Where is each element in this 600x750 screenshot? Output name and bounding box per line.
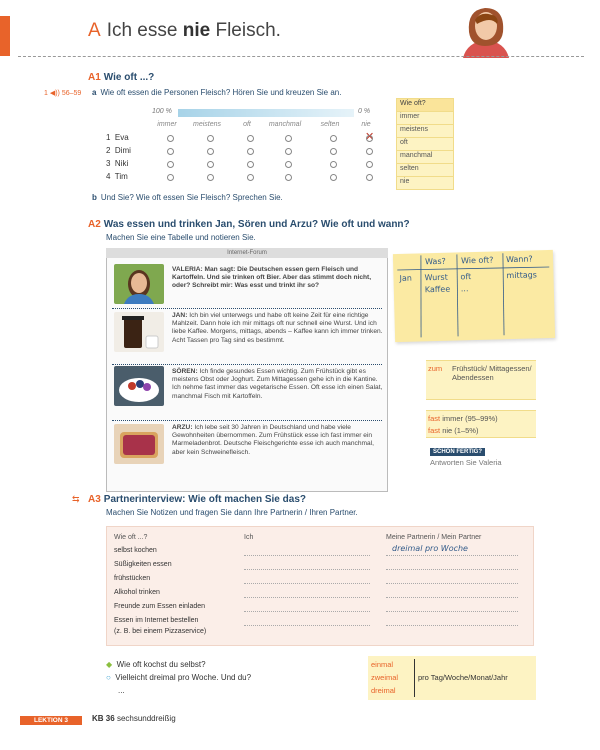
answer-circle[interactable] xyxy=(285,174,292,181)
pt-header-ich: Ich xyxy=(244,534,254,541)
fast-info-box xyxy=(426,410,536,438)
note-line: immer xyxy=(397,112,453,125)
a3-heading: A3 Partnerinterview: Wie oft machen Sie das? xyxy=(88,494,306,505)
dialog-line-3: ... xyxy=(118,686,125,695)
note-line: meistens xyxy=(397,125,453,138)
answer-circle[interactable] xyxy=(207,174,214,181)
answer-circle[interactable] xyxy=(167,135,174,142)
answer-circle[interactable] xyxy=(247,148,254,155)
col-meistens: meistens xyxy=(192,121,221,128)
freq-einmal: einmal xyxy=(371,660,394,669)
coffee-press-photo xyxy=(114,312,164,352)
answer-circle[interactable] xyxy=(247,174,254,181)
a1-note-box xyxy=(396,98,454,190)
answer-circle[interactable] xyxy=(366,148,373,155)
fast-line-1: fast immer (95–99%) xyxy=(428,414,498,423)
answer-circle[interactable] xyxy=(330,174,337,181)
pt-item-label: selbst kochen xyxy=(114,547,157,554)
pct-right: 0 % xyxy=(358,108,371,115)
hw-header-wie-oft: Wie oft? xyxy=(460,255,494,266)
answer-circle[interactable] xyxy=(167,161,174,168)
fruit-yogurt-photo xyxy=(114,366,164,406)
post-soeren: SÖREN: Ich finde gesundes Essen wichtig. Zum Frühstück gibt es meistens Obst oder Joghurt. Zum Mittagessen gehe ich in die Kantine. Ich nehme fast immer das vegetarische Essen. Oft esse ich einen Salat, manchmal Fisch mit Kartoffeln. xyxy=(172,368,383,400)
post-arzu: ARZU: Ich lebe seit 30 Jahren in Deutschland und habe viele Gewohnheiten übernommen. Zum Frühstück esse ich fast immer ein Marmeladenbrot. Deutsche Fleischgerichte esse ich auch manchmal, aber kein Schweinefleisch. xyxy=(172,424,374,456)
hw-cell-wurst: Wurst xyxy=(424,272,448,283)
freq-divider xyxy=(414,659,415,697)
pt-item-extra: (z. B. bei einem Pizzaservice) xyxy=(114,628,207,635)
col-selten: selten xyxy=(320,121,340,128)
zum-text: Frühstück/ Mittagessen/ Abendessen xyxy=(452,364,532,382)
section-letter: A xyxy=(88,20,101,41)
row-tim-label: 4 Tim xyxy=(106,172,128,181)
pt-answer-line[interactable] xyxy=(244,569,370,570)
frequency-gradient-bar xyxy=(178,109,354,117)
jam-bread-photo xyxy=(114,424,164,464)
pt-answer-line[interactable] xyxy=(386,611,518,612)
page-number: KB 36 sechsunddreißig xyxy=(92,714,176,723)
note-line: selten xyxy=(397,164,453,177)
title-pre: Ich esse xyxy=(106,20,183,41)
pt-answer-line[interactable] xyxy=(244,611,370,612)
note-line: Wie oft? xyxy=(397,99,453,112)
answer-circle[interactable] xyxy=(285,161,292,168)
zum-info-box xyxy=(426,360,536,400)
note-line: nie xyxy=(397,177,453,190)
pt-answer-line[interactable] xyxy=(386,597,518,598)
hw-row-jan: Jan xyxy=(399,273,412,283)
pt-item-label: Alkohol trinken xyxy=(114,589,160,596)
pt-header-partner: Meine Partnerin / Mein Partner xyxy=(386,534,482,541)
answer-circle[interactable] xyxy=(247,161,254,168)
answer-circle[interactable] xyxy=(330,161,337,168)
title-bold: nie xyxy=(182,20,211,41)
row-eva-label: 1 Eva xyxy=(106,133,129,142)
answer-circle[interactable] xyxy=(247,135,254,142)
hw-cell-dots: ... xyxy=(460,284,469,294)
a2-instruction: Machen Sie eine Tabelle und notieren Sie. xyxy=(106,233,256,242)
note-line: oft xyxy=(397,138,453,151)
header-accent-bar xyxy=(0,16,10,56)
answer-circle[interactable] xyxy=(366,174,373,181)
post-jan: JAN: Ich bin viel unterwegs und habe oft keine Zeit für eine richtige Mahlzeit. Dann hole ich mir mittags oft nur schnell eine Wurst. Und ich liebe Kaffee. Morgens, mittags, abends – Kaffee kann ich immer trinken. Acht Tassen pro Tag sind es bestimmt. xyxy=(172,312,383,344)
dialog-line-1: ◆ Wie oft kochst du selbst? xyxy=(106,660,206,669)
answer-circle[interactable] xyxy=(285,135,292,142)
partner-icon: ⇆ xyxy=(72,494,80,504)
answer-circle[interactable] xyxy=(330,135,337,142)
col-oft: oft xyxy=(243,121,251,128)
fast-line-2: fast nie (1–5%) xyxy=(428,426,479,435)
hw-header-wann: Wann? xyxy=(505,254,533,265)
answer-circle[interactable] xyxy=(330,148,337,155)
freq-zweimal: zweimal xyxy=(371,673,399,682)
pt-header-wie-oft: Wie oft ...? xyxy=(114,534,148,541)
dialog-line-2: ○ Vielleicht dreimal pro Woche. Und du? xyxy=(106,673,252,682)
a1-b-instruction: b Und Sie? Wie oft essen Sie Fleisch? Sprechen Sie. xyxy=(92,193,283,202)
freq-dreimal: dreimal xyxy=(371,686,396,695)
note-line: manchmal xyxy=(397,151,453,164)
pct-left: 100 % xyxy=(152,108,172,115)
lektion-tag: LEKTION 3 xyxy=(20,716,82,725)
circle-icon: ○ xyxy=(106,673,111,682)
schon-fertig-badge: SCHON FERTIG? xyxy=(430,448,485,456)
pt-answer-line[interactable] xyxy=(386,625,518,626)
answer-circle[interactable] xyxy=(365,131,375,143)
schon-fertig-task: Antworten Sie Valeria xyxy=(430,458,502,467)
forum-title: Internet-Forum xyxy=(106,248,388,258)
a1-a-instruction: a Wie oft essen die Personen Fleisch? Hören Sie und kreuzen Sie an. xyxy=(92,88,342,97)
pt-answer-line[interactable] xyxy=(386,583,518,584)
col-manchmal: manchmal xyxy=(268,121,302,128)
answer-circle[interactable] xyxy=(207,148,214,155)
a1-heading: A1 Wie oft ...? xyxy=(88,72,155,83)
pt-answer-line[interactable] xyxy=(386,569,518,570)
pt-answer-line[interactable] xyxy=(386,555,518,556)
row-dimi-label: 2 Dimi xyxy=(106,146,131,155)
post-separator xyxy=(112,364,382,365)
pt-answer-line[interactable] xyxy=(244,583,370,584)
answer-circle[interactable] xyxy=(167,174,174,181)
page-title xyxy=(88,20,281,42)
pt-item-label: frühstücken xyxy=(114,575,151,582)
answer-circle[interactable] xyxy=(285,148,292,155)
valeria-photo xyxy=(114,264,164,304)
answer-circle[interactable] xyxy=(207,161,214,168)
hw-cell-oft: oft xyxy=(460,272,472,282)
a2-heading: A2 Was essen und trinken Jan, Sören und Arzu? Wie oft und wann? xyxy=(88,219,410,230)
zum-word: zum xyxy=(428,364,443,373)
post-separator xyxy=(112,308,382,309)
pt-item-label: Freunde zum Essen einladen xyxy=(114,603,206,610)
frequency-word-box xyxy=(368,656,536,700)
post-valeria: VALERIA: Man sagt: Die Deutschen essen gern Fleisch und Kartoffeln. Und sie trinken oft Bier. Aber das stimmt doch nicht, oder? Schreibt mir: Was esst und trinkt ihr so? xyxy=(172,266,372,290)
freq-units: pro Tag/Woche/Monat/Jahr xyxy=(418,673,508,682)
post-separator xyxy=(112,420,382,421)
pt-answer-line[interactable] xyxy=(244,555,370,556)
hw-cell-kaffee: Kaffee xyxy=(424,284,451,295)
handwritten-table-note xyxy=(393,250,555,342)
pt-item-label: Süßigkeiten essen xyxy=(114,561,172,568)
row-niki-label: 3 Niki xyxy=(106,159,129,168)
pt-answer-line[interactable] xyxy=(244,625,370,626)
hw-cell-mittags: mittags xyxy=(506,270,538,281)
answer-circle[interactable] xyxy=(366,161,373,168)
answer-circle[interactable] xyxy=(167,148,174,155)
answer-cross[interactable]: ✕ xyxy=(365,131,375,143)
col-nie: nie xyxy=(361,121,371,128)
diamond-icon: ◆ xyxy=(106,660,113,669)
audio-track-label[interactable]: 1 ◀)) 56–59 xyxy=(44,90,82,97)
hw-header-was: Was? xyxy=(424,256,446,267)
pt-item-label: Essen im Internet bestellen xyxy=(114,617,199,624)
header-rule xyxy=(18,56,584,57)
answer-circle[interactable] xyxy=(207,135,214,142)
title-post: Fleisch. xyxy=(210,20,281,41)
pt-example-answer: dreimal pro Woche xyxy=(392,544,468,553)
col-immer: immer xyxy=(157,121,177,128)
pt-answer-line[interactable] xyxy=(244,597,370,598)
a3-instruction: Machen Sie Notizen und fragen Sie dann Ihre Partnerin / Ihren Partner. xyxy=(106,508,358,517)
woman-portrait-illustration xyxy=(455,2,517,58)
